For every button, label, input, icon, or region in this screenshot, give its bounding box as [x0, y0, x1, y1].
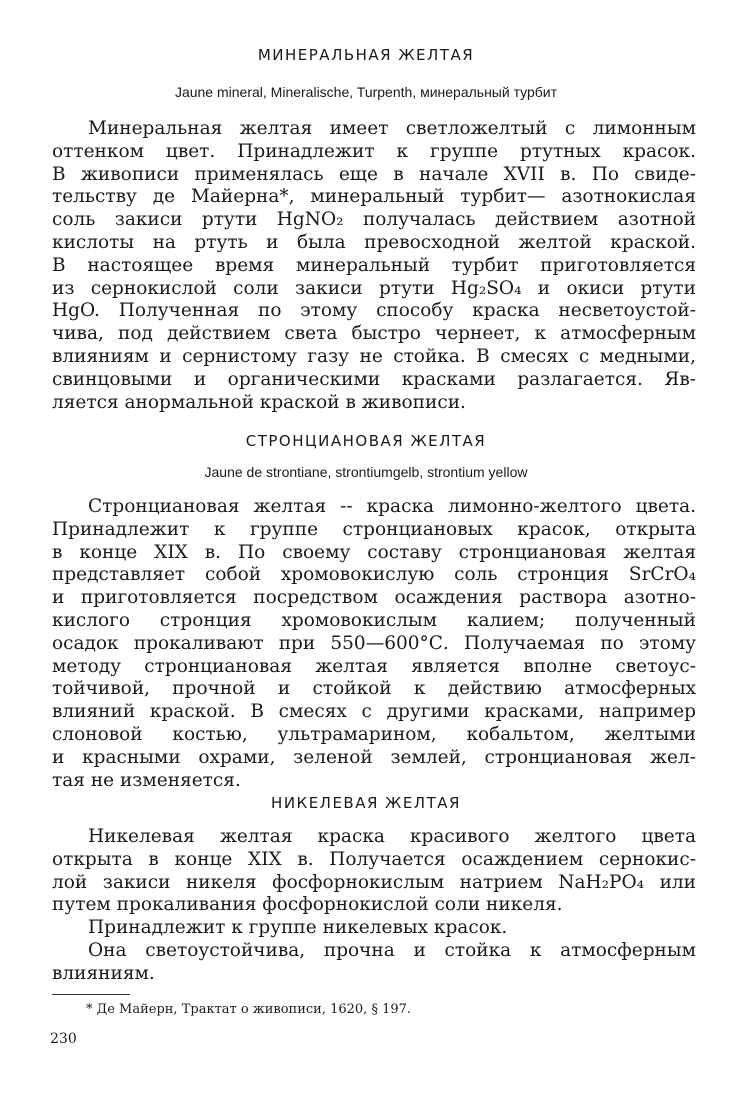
- text-line: влияниям и сернистому газу не стойка. В смесях с медными,: [52, 345, 696, 367]
- text-line: В настоящее время минеральный турбит приготовляется: [52, 254, 696, 276]
- text-line: Принадлежит к группе стронциановых красок, открыта: [52, 518, 696, 540]
- text-line: кислого стронция хромовокислым калием; полученный: [52, 609, 696, 631]
- text-line: представляет собой хромовокислую соль стронция SrCrO₄: [52, 564, 696, 586]
- text-line: Стронциановая желтая -- краска лимонно-желтого цвета.: [88, 496, 696, 517]
- text-line: Никелевая желтая краска красивого желтого цвета: [88, 826, 696, 847]
- section-title-strontium-yellow: СТРОНЦИАНОВАЯ ЖЕЛТАЯ: [245, 432, 487, 450]
- section-subtitle-mineral-yellow: Jaune mineral, Mineralische, Turpenth, минеральный турбит: [174, 84, 558, 100]
- footnote: * Де Майерн, Трактат о живописи, 1620, § 197.: [86, 1002, 412, 1017]
- text-line: слоновой костью, ультрамарином, кобальтом, желтыми: [52, 723, 696, 745]
- paragraph-strontium-yellow: [52, 496, 696, 792]
- text-line: влияний краской. В смесях с другими красками, например: [52, 701, 696, 723]
- section-subtitle-strontium-yellow: Jaune de strontiane, strontiumgelb, strontium yellow: [204, 464, 528, 480]
- text-line: тойчивой, прочной и стойкой к действию атмосферных: [52, 678, 696, 700]
- text-line: HgO. Полученная по этому способу краска несветоустой-: [52, 300, 696, 322]
- footnote-divider: [52, 994, 130, 995]
- text-line: методу стронциановая желтая является вполне светоус-: [52, 655, 696, 677]
- text-line: из сернокислой соли закиси ртути Hg₂SO₄ и окиси ртути: [52, 277, 696, 299]
- text-line: и приготовляется посредством осаждения раствора азотно-: [52, 587, 696, 609]
- text-line: Минеральная желтая имеет светложелтый с лимонным: [88, 118, 696, 139]
- page-number: 230: [50, 1031, 77, 1047]
- text-line: соль закиси ртути HgNO₂ получалась действием азотной: [52, 209, 696, 231]
- paragraph-mineral-yellow: [52, 118, 696, 414]
- text-line: открыта в конце XIX в. Получается осаждением сернокис-: [52, 848, 696, 870]
- text-line: лой закиси никеля фосфорнокислым натрием NaH₂PO₄ или: [52, 871, 696, 893]
- section-title-mineral-yellow: МИНЕРАЛЬНАЯ ЖЕЛТАЯ: [257, 46, 475, 64]
- text-line: свинцовыми и органическими красками разлагается. Яв-: [52, 368, 696, 390]
- text-line: путем прокаливания фосфорнокислой соли никеля.: [52, 894, 563, 916]
- text-line: тельству де Майерна*, минеральный турбит— азотнокислая: [52, 186, 696, 208]
- paragraph-nickel-yellow: [52, 826, 696, 986]
- text-line: влияниям.: [52, 962, 155, 984]
- text-line: ляется анормальной краской в живописи.: [52, 391, 466, 413]
- text-line: тая не изменяется.: [52, 769, 241, 791]
- text-line: чива, под действием света быстро чернеет, к атмосферным: [52, 323, 696, 345]
- text-line: В живописи применялась еще в начале XVII в. По свиде-: [52, 163, 696, 185]
- text-line: кислоты на ртуть и была превосходной желтой краской.: [52, 231, 696, 253]
- text-line: в конце XIX в. По своему составу стронциановая желтая: [52, 541, 696, 563]
- text-line: Принадлежит к группе никелевых красок.: [88, 917, 508, 939]
- text-line: осадок прокаливают при 550—600°С. Получаемая по этому: [52, 632, 696, 654]
- text-line: Она светоустойчива, прочна и стойка к атмосферным: [88, 939, 696, 961]
- text-line: и красными охрами, зеленой землей, стронциановая жел-: [52, 746, 696, 768]
- section-title-nickel-yellow: НИКЕЛЕВАЯ ЖЕЛТАЯ: [271, 794, 461, 812]
- text-line: оттенком цвет. Принадлежит к группе ртутных красок.: [52, 140, 696, 162]
